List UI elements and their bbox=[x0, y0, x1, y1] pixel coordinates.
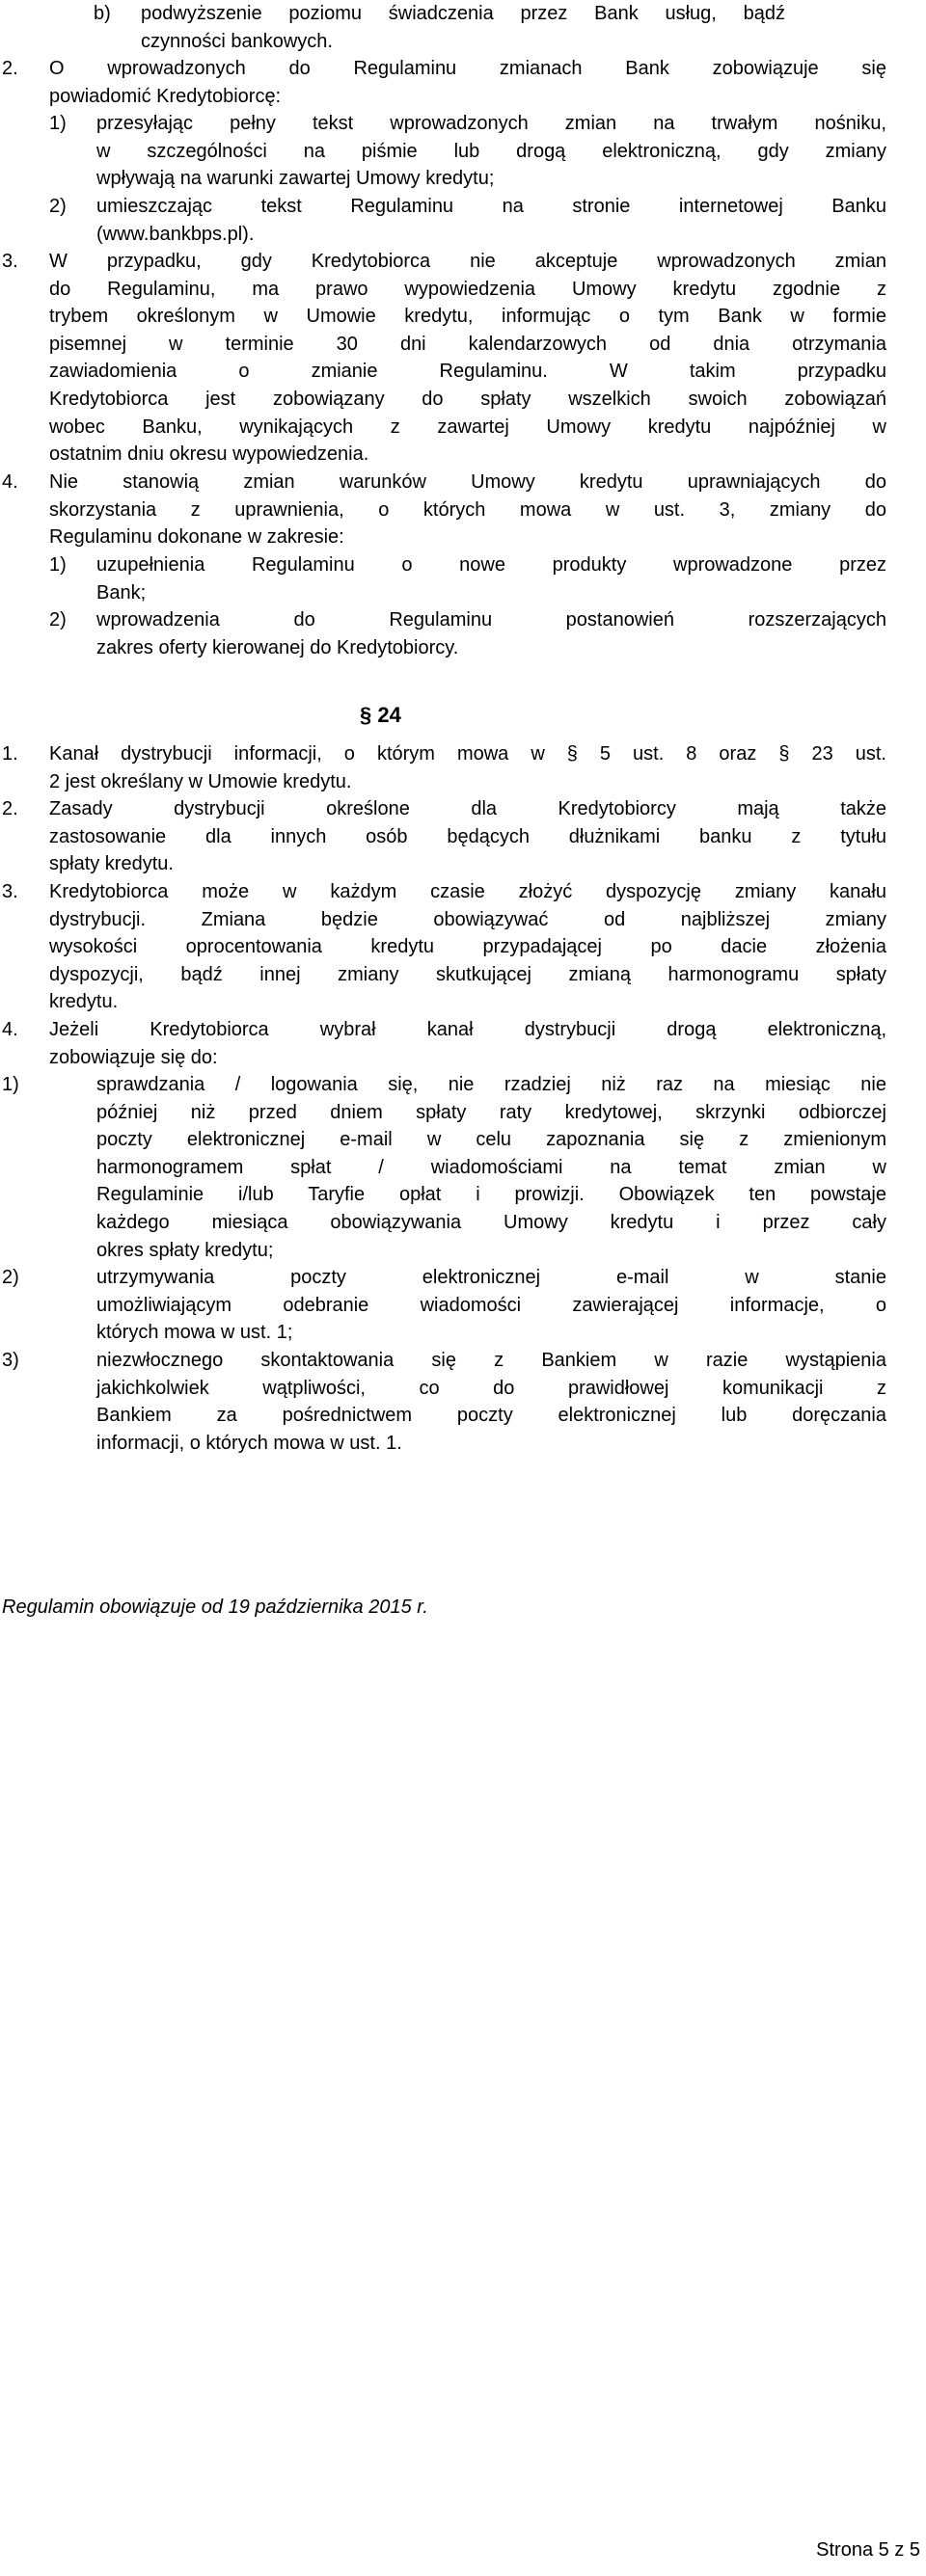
item-marker: 2) bbox=[49, 196, 67, 217]
text-line: Kredytobiorca jest zobowiązany do spłaty wszelkich swoich zobowiązań bbox=[49, 388, 886, 410]
text-line: okres spłaty kredytu; bbox=[96, 1239, 274, 1261]
paragraph-marker: 3. bbox=[2, 881, 18, 902]
item-marker: 1) bbox=[49, 554, 67, 576]
text-line: trybem określonym w Umowie kredytu, informując o tym Bank w formie bbox=[49, 306, 886, 328]
text-line: wysokości oprocentowania kredytu przypadającej po dacie złożenia bbox=[49, 936, 886, 958]
text-line: poczty elektronicznej e-mail w celu zapoznania się z zmienionym bbox=[96, 1129, 886, 1151]
text-line: czynności bankowych. bbox=[141, 30, 333, 52]
paragraph-marker: 3. bbox=[2, 251, 18, 272]
text-line: ostatnim dniu okresu wypowiedzenia. bbox=[49, 443, 369, 466]
text-line: Jeżeli Kredytobiorca wybrał kanał dystrybucji drogą elektroniczną, bbox=[49, 1019, 886, 1040]
item-marker: b) bbox=[94, 3, 111, 24]
text-line: w szczególności na piśmie lub drogą elektroniczną, gdy zmiany bbox=[96, 140, 886, 162]
paragraph-marker: 2. bbox=[2, 58, 18, 79]
text-line: każdego miesiąca obowiązywania Umowy kredytu i przez cały bbox=[96, 1211, 886, 1233]
text-line: utrzymywania poczty elektronicznej e-mail w stanie bbox=[96, 1267, 886, 1288]
text-line: umieszczając tekst Regulaminu na stronie internetowej Banku bbox=[96, 196, 886, 217]
text-line: kredytu. bbox=[49, 991, 119, 1013]
text-line: O wprowadzonych do Regulaminu zmianach Bank zobowiązuje się bbox=[49, 58, 886, 79]
text-line: wpływają na warunki zawartej Umowy kredytu; bbox=[96, 168, 495, 190]
text-line: (www.bankbps.pl). bbox=[96, 223, 255, 245]
item-marker: 2) bbox=[2, 1267, 19, 1288]
text-line: powiadomić Kredytobiorcę: bbox=[49, 85, 282, 107]
text-line: skorzystania z uprawnienia, o których mowa w ust. 3, zmiany do bbox=[49, 498, 886, 521]
effective-date-note: Regulamin obowiązuje od 19 października 2015 r. bbox=[2, 1597, 428, 1618]
item-marker: 1) bbox=[2, 1074, 19, 1095]
text-line: spłaty kredytu. bbox=[49, 853, 174, 875]
paragraph-marker: 2. bbox=[2, 798, 18, 819]
text-line: których mowa w ust. 1; bbox=[96, 1322, 293, 1344]
text-line: 2 jest określany w Umowie kredytu. bbox=[49, 770, 352, 792]
text-line: Regulaminie i/lub Taryfie opłat i prowizji. Obowiązek ten powstaje bbox=[96, 1184, 886, 1206]
text-line: W przypadku, gdy Kredytobiorca nie akceptuje wprowadzonych zmian bbox=[49, 251, 886, 272]
text-line: sprawdzania / logowania się, nie rzadziej niż raz na miesiąc nie bbox=[96, 1074, 886, 1095]
item-marker: 1) bbox=[49, 113, 67, 134]
text-line: przesyłając pełny tekst wprowadzonych zmian na trwałym nośniku, bbox=[96, 113, 886, 134]
text-line: wobec Banku, wynikających z zawartej Umowy kredytu najpóźniej w bbox=[49, 416, 886, 438]
text-line: podwyższenie poziomu świadczenia przez Bank usług, bądź bbox=[141, 3, 785, 24]
text-line: Regulaminu dokonane w zakresie: bbox=[49, 526, 344, 549]
paragraph-marker: 4. bbox=[2, 471, 18, 493]
text-line: zastosowanie dla innych osób będących dłużnikami banku z tytułu bbox=[49, 825, 886, 847]
text-line: zakres oferty kierowanej do Kredytobiorcy. bbox=[96, 636, 459, 658]
text-line: harmonogramem spłat / wiadomościami na temat zmian w bbox=[96, 1156, 886, 1178]
text-line: Nie stanowią zmian warunków Umowy kredytu uprawniających do bbox=[49, 471, 886, 493]
text-line: niezwłocznego skontaktowania się z Bankiem w razie wystąpienia bbox=[96, 1350, 886, 1371]
text-line: dystrybucji. Zmiana będzie obowiązywać od najbliższej zmiany bbox=[49, 908, 886, 930]
item-marker: 2) bbox=[49, 609, 67, 631]
section-heading: § 24 bbox=[360, 703, 401, 727]
text-line: Bank; bbox=[96, 581, 147, 604]
paragraph-marker: 4. bbox=[2, 1019, 18, 1040]
text-line: wprowadzenia do Regulaminu postanowień rozszerzających bbox=[96, 609, 886, 631]
page-number: Strona 5 z 5 bbox=[816, 2539, 920, 2561]
text-line: Kredytobiorca może w każdym czasie złożyć dyspozycję zmiany kanału bbox=[49, 881, 886, 902]
text-line: pisemnej w terminie 30 dni kalendarzowych od dnia otrzymania bbox=[49, 333, 886, 355]
text-line: umożliwiającym odebranie wiadomości zawierającej informacje, o bbox=[96, 1294, 886, 1316]
item-marker: 3) bbox=[2, 1350, 19, 1371]
text-line: do Regulaminu, ma prawo wypowiedzenia Umowy kredytu zgodnie z bbox=[49, 278, 886, 300]
text-line: informacji, o których mowa w ust. 1. bbox=[96, 1432, 402, 1454]
text-line: uzupełnienia Regulaminu o nowe produkty wprowadzone przez bbox=[96, 554, 886, 576]
paragraph-marker: 1. bbox=[2, 743, 18, 765]
text-line: zobowiązuje się do: bbox=[49, 1046, 218, 1068]
text-line: dyspozycji, bądź innej zmiany skutkującej zmianą harmonogramu spłaty bbox=[49, 963, 886, 985]
text-line: jakichkolwiek wątpliwości, co do prawidłowej komunikacji z bbox=[96, 1377, 886, 1399]
text-line: Kanał dystrybucji informacji, o którym mowa w § 5 ust. 8 oraz § 23 ust. bbox=[49, 743, 886, 765]
text-line: później niż przed dniem spłaty raty kredytowej, skrzynki odbiorczej bbox=[96, 1101, 886, 1123]
text-line: zawiadomienia o zmianie Regulaminu. W takim przypadku bbox=[49, 361, 886, 383]
text-line: Bankiem za pośrednictwem poczty elektronicznej lub doręczania bbox=[96, 1405, 886, 1427]
text-line: Zasady dystrybucji określone dla Kredytobiorcy mają także bbox=[49, 798, 886, 819]
